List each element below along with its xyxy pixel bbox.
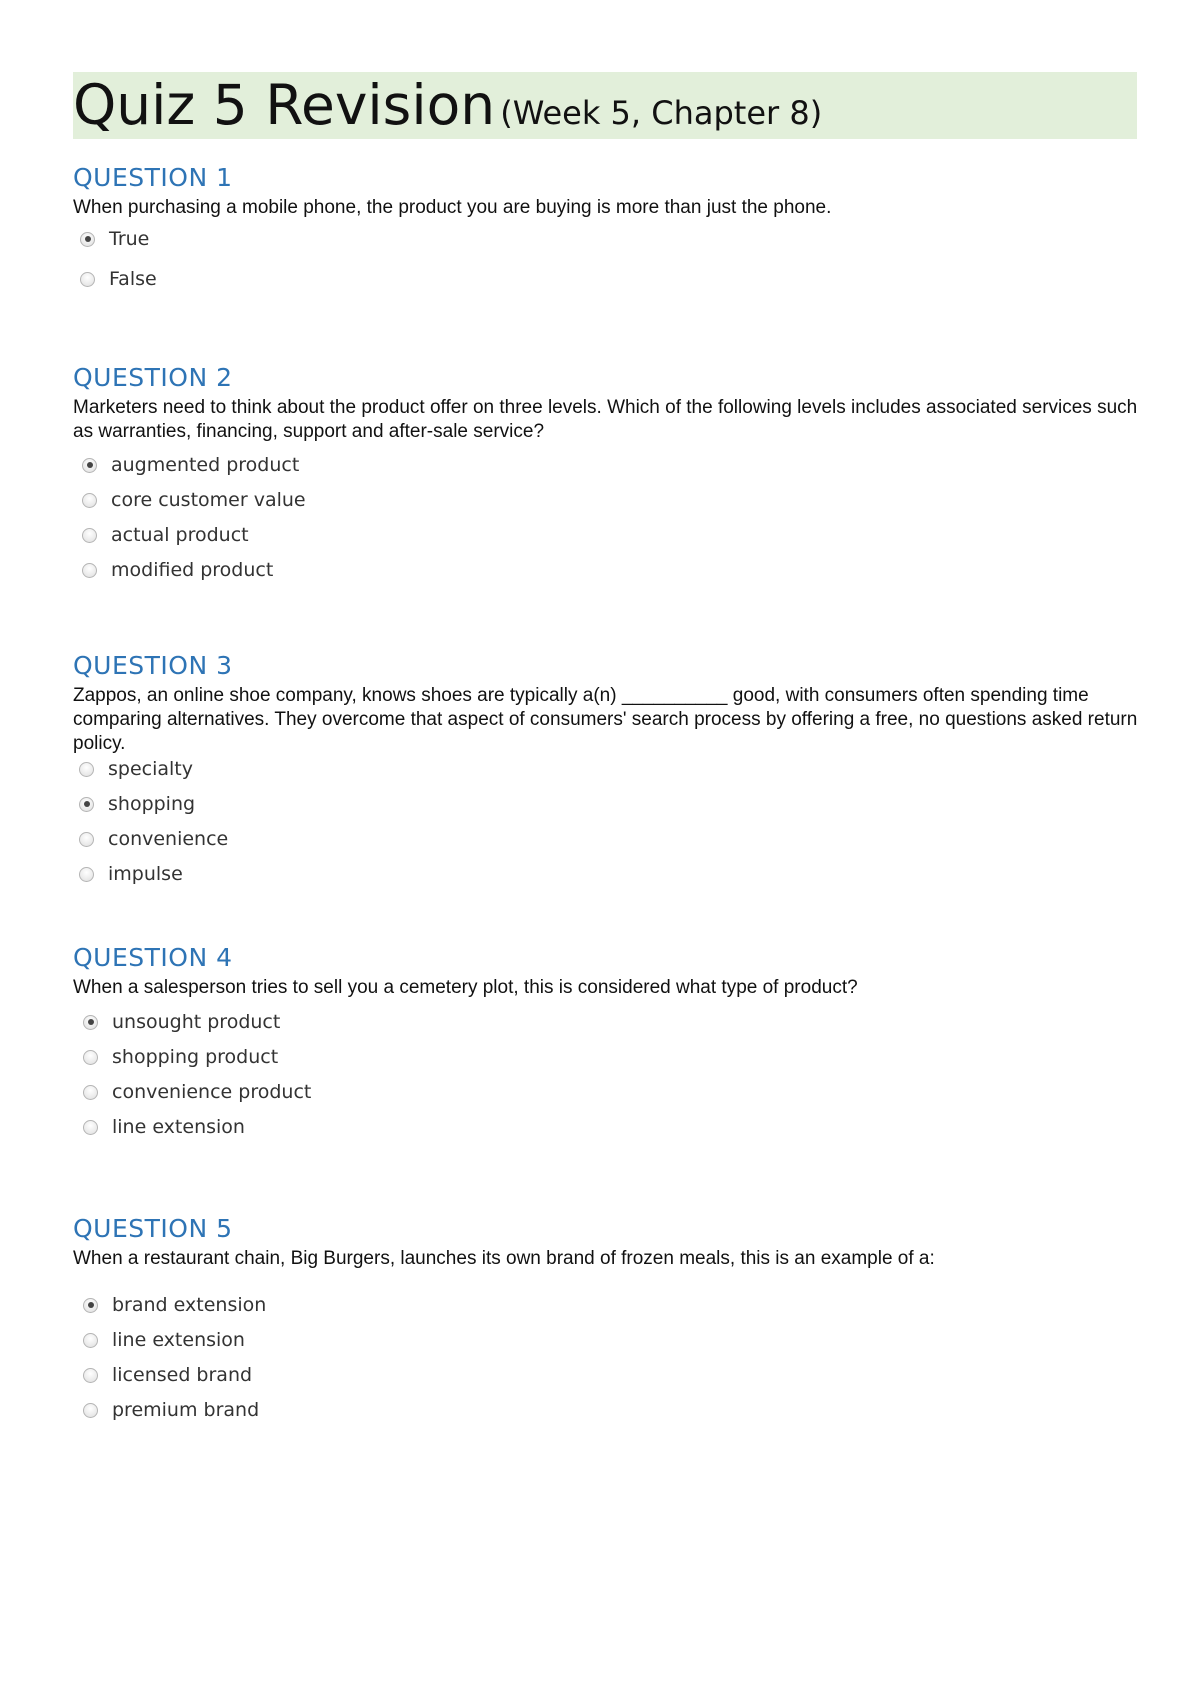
radio-button[interactable] [79, 832, 94, 847]
radio-button[interactable] [80, 272, 95, 287]
option-label: actual product [111, 524, 249, 546]
question-text: When purchasing a mobile phone, the product you are buying is more than just the phone. [73, 197, 832, 218]
question-text: When a salesperson tries to sell you a cemetery plot, this is considered what type of product? [73, 977, 858, 998]
radio-button[interactable] [82, 458, 97, 473]
option-brand-extension[interactable] [83, 1294, 266, 1316]
option-label: convenience [108, 828, 229, 850]
radio-button[interactable] [83, 1085, 98, 1100]
title-highlight [73, 72, 1137, 139]
option-label: line extension [112, 1116, 245, 1138]
radio-button[interactable] [83, 1403, 98, 1418]
option-label: specialty [108, 758, 193, 780]
option-augmented-product[interactable] [82, 454, 299, 476]
question-heading: QUESTION 4 [73, 943, 233, 972]
title-main: Quiz 5 Revision [73, 73, 496, 137]
option-convenience-product[interactable] [83, 1081, 311, 1103]
option-shopping-product[interactable] [83, 1046, 278, 1068]
radio-button[interactable] [83, 1120, 98, 1135]
option-licensed-brand[interactable] [83, 1364, 252, 1386]
option-label: line extension [112, 1329, 245, 1351]
option-label: convenience product [112, 1081, 312, 1103]
question-text: When a restaurant chain, Big Burgers, launches its own brand of frozen meals, this is an example of a: [73, 1248, 935, 1269]
option-line-extension[interactable] [83, 1329, 245, 1351]
question-heading: QUESTION 5 [73, 1214, 233, 1243]
radio-button[interactable] [82, 563, 97, 578]
option-label: shopping [108, 793, 196, 815]
page-title [73, 72, 822, 138]
radio-button[interactable] [79, 762, 94, 777]
option-label: False [109, 268, 157, 290]
radio-button[interactable] [82, 528, 97, 543]
radio-button[interactable] [83, 1368, 98, 1383]
question-heading: QUESTION 3 [73, 651, 233, 680]
option-label: shopping product [112, 1046, 279, 1068]
title-subtitle: (Week 5, Chapter 8) [500, 94, 823, 132]
option-line-extension[interactable] [83, 1116, 245, 1138]
question-heading: QUESTION 1 [73, 163, 233, 192]
option-label: licensed brand [112, 1364, 253, 1386]
question-text: Marketers need to think about the product offer on three levels. Which of the following levels includes associated services such as warranties, financing, support and after-sale service? [73, 397, 1138, 442]
option-actual-product[interactable] [82, 524, 249, 546]
option-label: core customer value [111, 489, 306, 511]
radio-button[interactable] [79, 797, 94, 812]
option-label: brand extension [112, 1294, 267, 1316]
radio-button[interactable] [82, 493, 97, 508]
option-true[interactable] [80, 228, 149, 250]
option-specialty[interactable] [79, 758, 193, 780]
radio-button[interactable] [83, 1015, 98, 1030]
radio-button[interactable] [83, 1298, 98, 1313]
radio-button[interactable] [83, 1333, 98, 1348]
option-shopping[interactable] [79, 793, 195, 815]
option-label: premium brand [112, 1399, 260, 1421]
radio-button[interactable] [79, 867, 94, 882]
option-label: modified product [111, 559, 274, 581]
radio-button[interactable] [83, 1050, 98, 1065]
option-label: impulse [108, 863, 183, 885]
option-modified-product[interactable] [82, 559, 273, 581]
option-core-customer-value[interactable] [82, 489, 306, 511]
question-heading: QUESTION 2 [73, 363, 233, 392]
option-label: True [109, 228, 150, 250]
radio-button[interactable] [80, 232, 95, 247]
option-label: augmented product [111, 454, 300, 476]
option-label: unsought product [112, 1011, 281, 1033]
option-convenience[interactable] [79, 828, 228, 850]
option-false[interactable] [80, 268, 157, 290]
option-premium-brand[interactable] [83, 1399, 259, 1421]
option-impulse[interactable] [79, 863, 183, 885]
question-text: Zappos, an online shoe company, knows shoes are typically a(n) __________ good, with consumers often spending time comparing alternatives. They overcome that aspect of consumers' search process by offering a free, no questions asked return policy. [73, 685, 1138, 754]
option-unsought-product[interactable] [83, 1011, 280, 1033]
